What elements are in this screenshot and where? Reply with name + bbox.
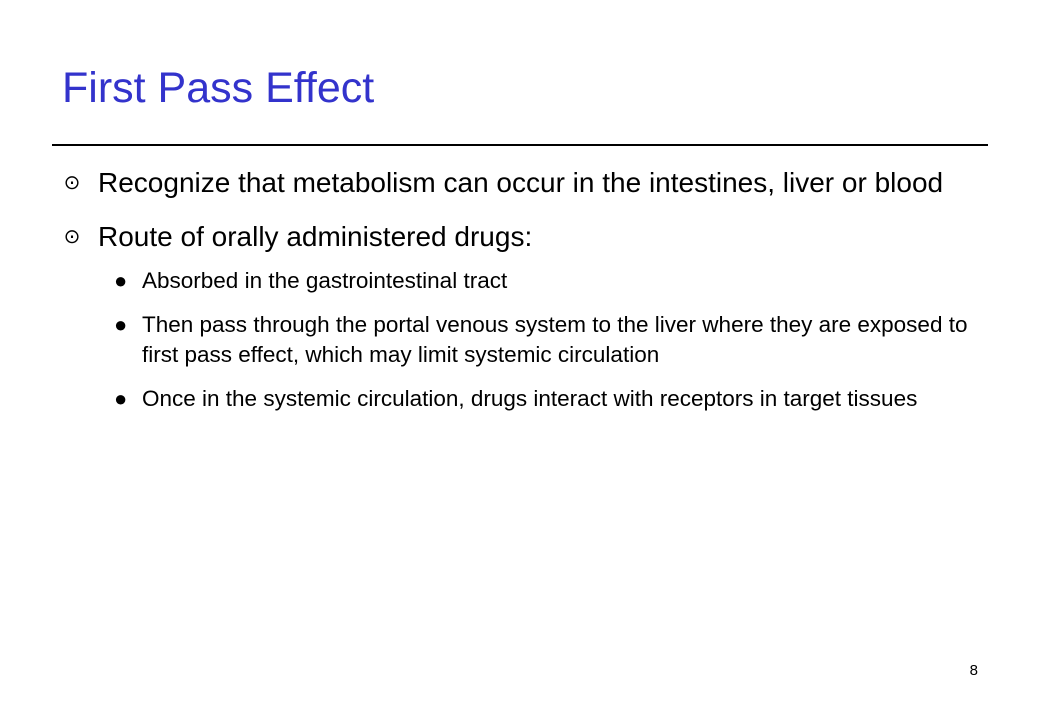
bullet-text: Recognize that metabolism can occur in the intestines, liver or blood <box>98 167 944 198</box>
sub-bullet-item <box>62 266 992 296</box>
sub-bullet-text: Absorbed in the gastrointestinal tract <box>142 268 508 293</box>
sub-bullet-item <box>62 384 992 414</box>
sub-bullet-list <box>62 266 992 414</box>
sub-bullet-item <box>62 310 992 370</box>
title-divider <box>52 144 988 146</box>
circle-dot-bullet-icon: ⊙ <box>63 172 81 194</box>
page-number: 8 <box>969 662 978 679</box>
filled-circle-bullet-icon: ● <box>114 312 128 337</box>
filled-circle-bullet-icon: ● <box>114 386 128 411</box>
sub-bullet-text: Once in the systemic circulation, drugs interact with receptors in target tissues <box>142 386 918 411</box>
bullet-item <box>62 218 992 256</box>
filled-circle-bullet-icon: ● <box>114 268 128 293</box>
circle-dot-bullet-icon: ⊙ <box>63 226 81 248</box>
bullet-text: Route of orally administered drugs: <box>98 221 533 252</box>
bullet-list <box>62 164 992 428</box>
slide-title: First Pass Effect <box>62 64 375 112</box>
bullet-item <box>62 164 992 202</box>
sub-bullet-text: Then pass through the portal venous system to the liver where they are exposed to first pass effect, which may limit systemic circulation <box>142 312 968 367</box>
